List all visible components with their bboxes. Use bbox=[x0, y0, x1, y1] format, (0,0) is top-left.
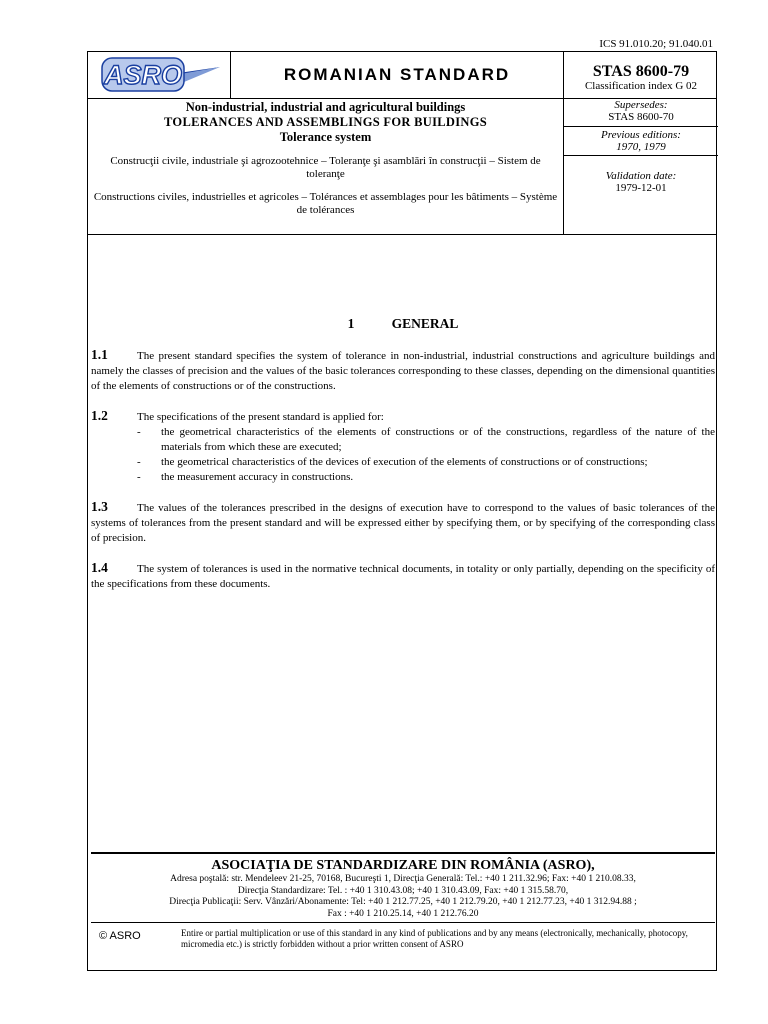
english-title-line2: TOLERANCES AND ASSEMBLINGS FOR BUILDINGS bbox=[164, 115, 487, 129]
french-title: Constructions civiles, industrielles et agricoles – Tolérances et assemblages pour les bâtiments – Système de tolérances bbox=[93, 191, 558, 216]
section-number: 1 bbox=[347, 316, 355, 331]
english-title-line3: Tolerance system bbox=[279, 130, 372, 144]
paragraph-1-1 bbox=[91, 347, 715, 394]
address-line: Direcţia Publicaţii: Serv. Vânzări/Abonamente: Tel: +40 1 212.77.25, +40 1 212.79.20, +40 1 212.77.23, +40 1 312.94.88 ; bbox=[169, 897, 637, 908]
english-title-line1: Non-industrial, industrial and agricultural buildings bbox=[185, 100, 466, 114]
previous-editions-value: 1970, 1979 bbox=[616, 141, 666, 153]
validation-date-value: 1979-12-01 bbox=[615, 182, 667, 194]
logo-text: ASRO bbox=[103, 60, 183, 90]
list-dash: - bbox=[137, 456, 141, 468]
standard-metadata bbox=[564, 98, 718, 234]
section-heading bbox=[91, 316, 715, 331]
supersedes-value: STAS 8600-70 bbox=[608, 111, 674, 123]
address-line: Adresa poştală: str. Mendeleev 21-25, 70168, Bucureşti 1, Direcţia Generală: Tel.: +40 1 211.32.96; Fax: +40 1 210.08.33, bbox=[170, 874, 636, 884]
supersedes-label: Supersedes: bbox=[614, 99, 668, 111]
section-title: GENERAL bbox=[391, 316, 459, 331]
organization-name: ASOCIAŢIA DE STANDARDIZARE DIN ROMÂNIA (ASRO), bbox=[211, 858, 595, 873]
document-frame bbox=[87, 51, 717, 971]
paragraph-1-4 bbox=[91, 560, 715, 592]
list-item bbox=[91, 455, 715, 470]
standard-title-cell bbox=[231, 52, 564, 98]
ics-code: ICS 91.010.20; 91.040.01 bbox=[599, 38, 713, 50]
standard-code: STAS 8600-79 bbox=[592, 63, 690, 80]
paragraph-number: 1.3 bbox=[91, 499, 108, 514]
asro-logo-icon bbox=[88, 52, 230, 98]
list-item bbox=[91, 425, 715, 455]
list-item-text: the geometrical characteristics of the devices of execution of the elements of constructions or of constructions; bbox=[161, 456, 648, 468]
legal-notice bbox=[91, 922, 715, 949]
header-row bbox=[88, 52, 716, 99]
paragraph-number: 1.1 bbox=[91, 347, 108, 362]
publisher-footer bbox=[91, 852, 715, 920]
classification-index: Classification index G 02 bbox=[584, 80, 698, 92]
paragraph-text: The specifications of the present standard is applied for: bbox=[137, 411, 384, 423]
legal-text: Entire or partial multiplication or use of this standard in any kind of publications and by any means (electronically, mechanically, photocopy, micromedia etc.) is strictly forbidden without a prior written consent of ASRO bbox=[181, 928, 688, 949]
divider bbox=[564, 155, 718, 156]
romanian-title: Construcţii civile, industriale şi agrozootehnice – Toleranţe şi asamblări în construcţii – Sistem de toleranţe bbox=[110, 155, 541, 180]
paragraph-1-2 bbox=[91, 408, 715, 485]
list-item-text: the geometrical characteristics of the elements of constructions or of the constructions, regardless of the nature of the materials from which these are executed; bbox=[161, 426, 715, 453]
previous-editions-label: Previous editions: bbox=[601, 129, 681, 141]
paragraph-text: The values of the tolerances prescribed in the designs of execution have to correspond to the values of basic tolerances of the systems of tolerances from the present standard and will be expressed either by specifying them, or by specifying of the corresponding class of precision. bbox=[91, 502, 715, 544]
address-line: Fax : +40 1 210.25.14, +40 1 212.76.20 bbox=[327, 908, 479, 919]
list-dash: - bbox=[137, 426, 141, 438]
list-item bbox=[91, 470, 715, 485]
divider bbox=[564, 126, 718, 127]
standard-code-cell bbox=[564, 52, 718, 98]
list-item-text: the measurement accuracy in constructions. bbox=[161, 471, 354, 483]
paragraph-number: 1.4 bbox=[91, 560, 108, 575]
validation-date-label: Validation date: bbox=[605, 170, 677, 182]
address-line: Direcţia Standardizare: Tel. : +40 1 310.43.08; +40 1 310.43.09, Fax: +40 1 315.58.70, bbox=[237, 885, 569, 896]
paragraph-number: 1.2 bbox=[91, 408, 108, 423]
english-title bbox=[88, 100, 563, 145]
copyright: © ASRO bbox=[99, 930, 141, 942]
asro-logo bbox=[88, 52, 231, 98]
document-body bbox=[91, 316, 715, 606]
paragraph-text: The present standard specifies the system of tolerance in non-industrial, industrial constructions and agriculture buildings and namely the classes of precision and the values of the basic tolerances corresponding to these classes, depending on the dimensional quantities of the elements of constructions or of the constructions. bbox=[91, 350, 715, 392]
applicability-list bbox=[91, 425, 715, 485]
title-description bbox=[88, 98, 564, 234]
paragraph-1-3 bbox=[91, 499, 715, 546]
list-dash: - bbox=[137, 471, 141, 483]
title-row bbox=[88, 98, 716, 235]
paragraph-text: The system of tolerances is used in the normative technical documents, in totality or only partially, depending on the specificity of the specifications from these documents. bbox=[91, 563, 715, 590]
standard-title: ROMANIAN STANDARD bbox=[283, 65, 511, 84]
